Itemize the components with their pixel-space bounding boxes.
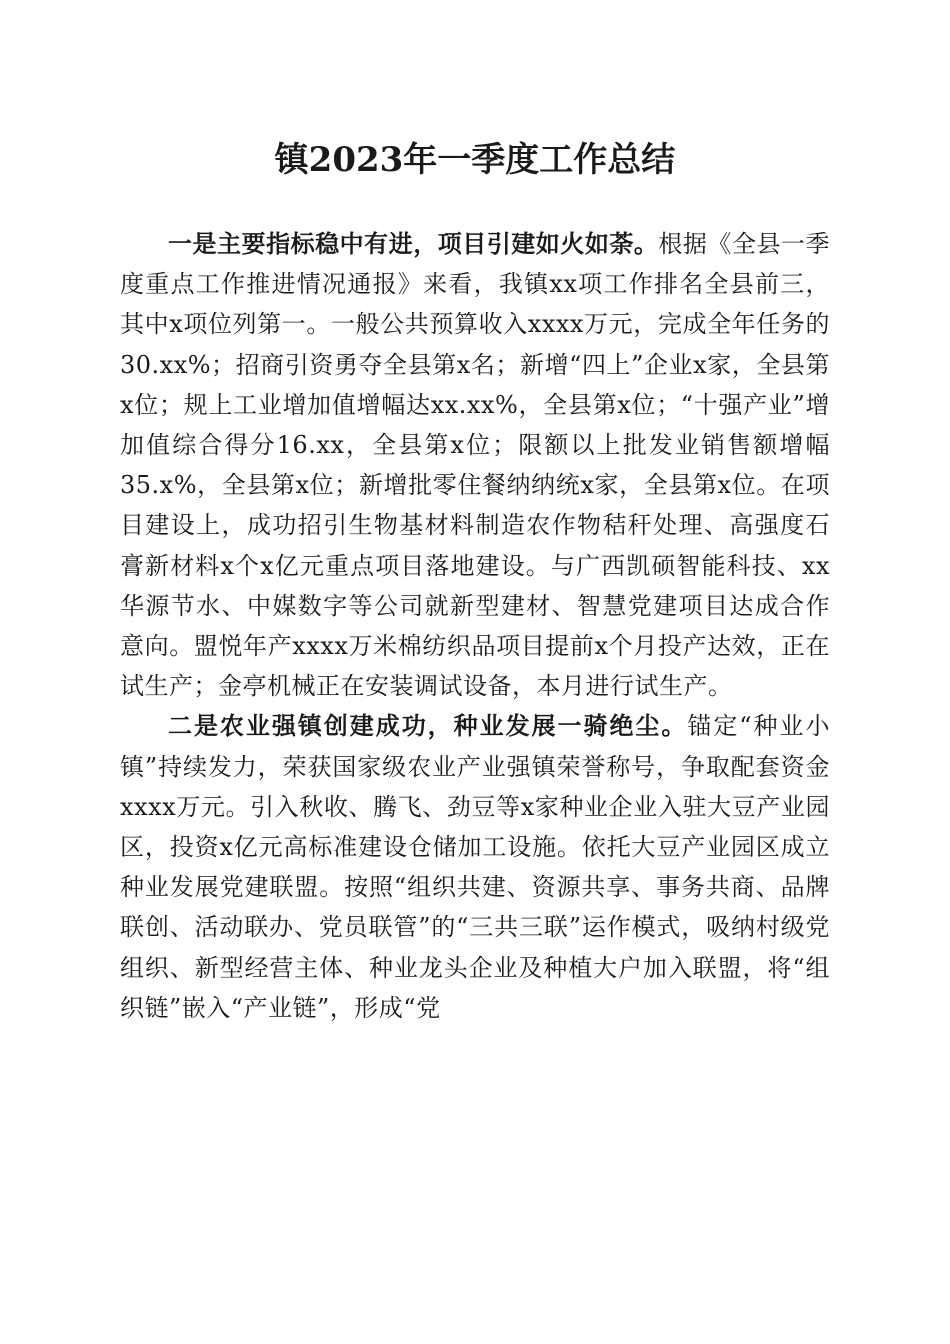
paragraph-1-lead: 一是主要指标稳中有进，项目引建如火如荼。: [168, 229, 659, 258]
paragraph-1-text: 根据《全县一季度重点工作推进情况通报》来看，我镇xx项工作排名全县前三，其中x项位列第一。一般公共预算收入xxxx万元，完成全年任务的30.xx%；招商引资勇夺全县第x名；新增“四上”企业x家，全县第x位；规上工业增加值增幅达xx.xx%，全县第x位；“十强产业”增加值综合得分16.xx，全县第x位；限额以上批发业销售额增幅35.x%，全县第x位；新增批零住餐纳纳统x家，全县第x位。在项目建设上，成功招引生物基材料制造农作物秸秆处理、高强度石膏新材料x个x亿元重点项目落地建设。与广西凯硕智能科技、xx华源节水、中媒数字等公司就新型建材、智慧党建项目达成合作意向。盟悦年产xxxx万米棉纺织品项目提前x个月投产达效，正在试生产；金亭机械正在安装调试设备，本月进行试生产。: [120, 230, 831, 701]
paragraph-1: [120, 224, 830, 706]
paragraph-2-lead: 二是农业强镇创建成功，种业发展一骑绝尘。: [168, 711, 688, 741]
paragraph-2: [120, 706, 830, 1028]
document-title: 镇2023年一季度工作总结: [274, 140, 676, 180]
document-body: [120, 224, 830, 1028]
paragraph-2-text: 锚定“种业小镇”持续发力，荣获国家级农业产业强镇荣誉称号，争取配套资金xxxx万元。引入秋收、腾飞、劲豆等x家种业企业入驻大豆产业园区，投资x亿元高标准建设仓储加工设施。依托大豆产业园区成立种业发展党建联盟。按照“组织共建、资源共享、事务共商、品牌联创、活动联办、党员联管”的“三共三联”运作模式，吸纳村级党组织、新型经营主体、种业龙头企业及种植大户加入联盟，将“组织链”嵌入“产业链”，形成“党: [120, 712, 830, 1022]
